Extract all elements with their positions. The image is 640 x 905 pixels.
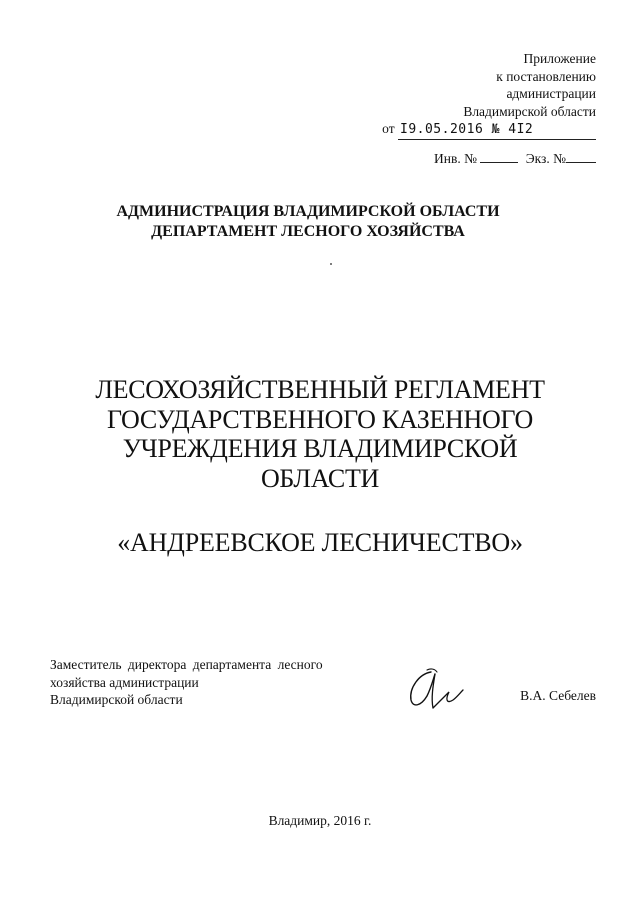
decree-date-line xyxy=(382,120,596,140)
title-line-1: ЛЕСОХОЗЯЙСТВЕННЫЙ РЕГЛАМЕНТ xyxy=(95,375,545,404)
copy-number-label: Экз. № xyxy=(525,151,566,166)
document-subtitle: «АНДРЕЕВСКОЕ ЛЕСНИЧЕСТВО» xyxy=(117,528,523,557)
copy-number-blank xyxy=(566,150,596,163)
organization-name: АДМИНИСТРАЦИЯ ВЛАДИМИРСКОЙ ОБЛАСТИ xyxy=(116,203,500,220)
appendix-decree-ref: к постановлению xyxy=(496,68,596,84)
signatory-name: В.А. Себелев xyxy=(520,688,596,703)
title-line-3: УЧРЕЖДЕНИЯ ВЛАДИМИРСКОЙ xyxy=(122,434,518,463)
handwritten-signature xyxy=(405,666,465,716)
appendix-region: Владимирской области xyxy=(463,103,596,119)
signatory-position-line-3: Владимирской области xyxy=(50,692,183,707)
department-name: ДЕПАРТАМЕНТ ЛЕСНОГО ХОЗЯЙСТВА xyxy=(151,223,465,240)
signatory-position-line-2: хозяйства администрации xyxy=(50,674,199,690)
signatory-position xyxy=(50,656,323,709)
appendix-title: Приложение xyxy=(523,51,596,66)
title-line-2: ГОСУДАРСТВЕННОГО КАЗЕННОГО xyxy=(106,404,534,434)
inventory-line xyxy=(434,150,596,167)
organization-heading xyxy=(0,202,640,242)
appendix-authority: администрации xyxy=(506,86,596,101)
appendix-block xyxy=(382,50,596,140)
document-title xyxy=(0,375,640,493)
decree-from-label: от xyxy=(382,121,395,136)
title-line-4: ОБЛАСТИ xyxy=(260,463,380,493)
inventory-number-label: Инв. № xyxy=(434,151,477,166)
signatory-position-line-1: Заместитель директора департамента лесного xyxy=(50,657,323,672)
city-and-year: Владимир, 2016 г. xyxy=(268,813,372,828)
inventory-number-blank xyxy=(480,150,518,163)
decree-date-number: I9.05.2016 № 4I2 xyxy=(398,121,596,140)
scan-speck xyxy=(330,263,332,265)
